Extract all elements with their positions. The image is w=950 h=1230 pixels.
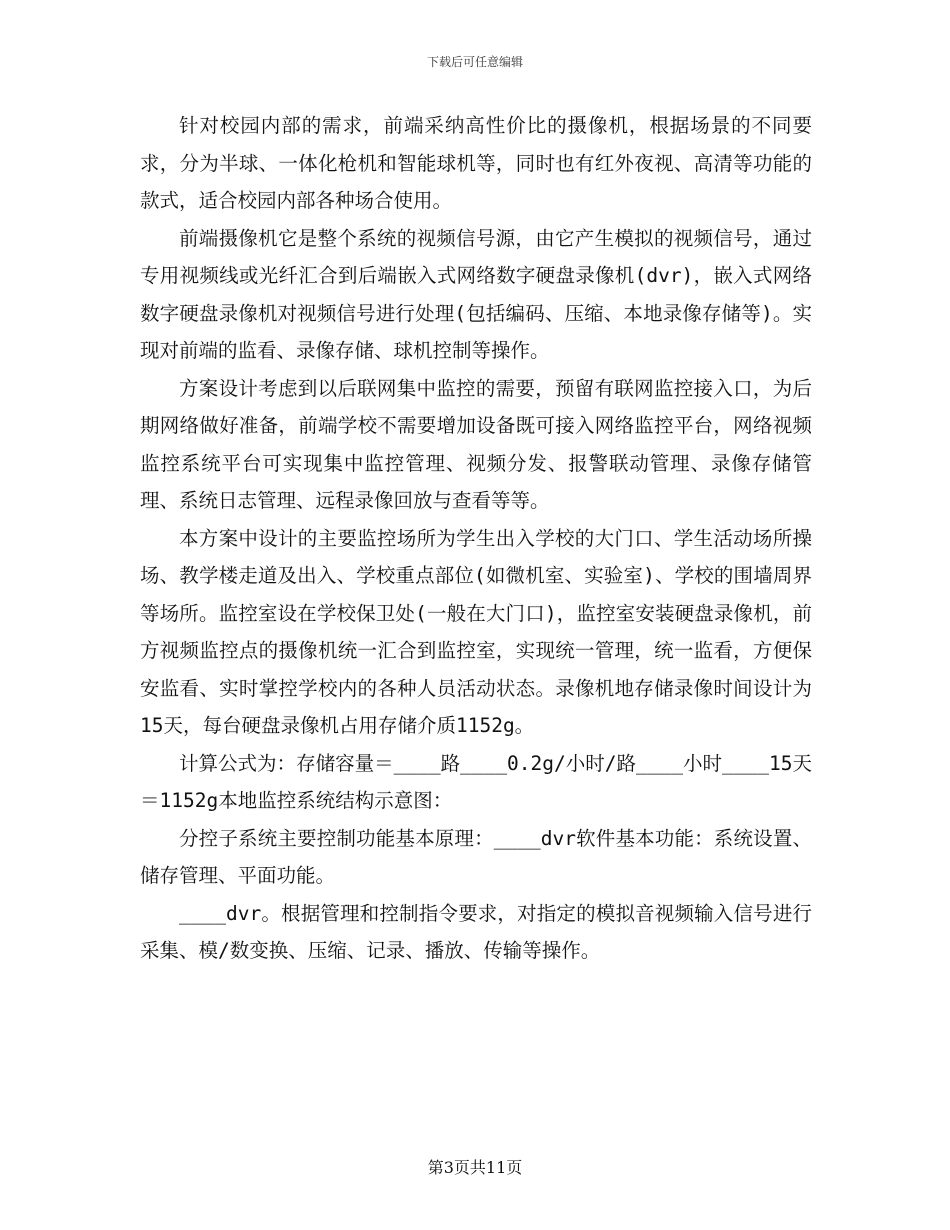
paragraph-dvr-operations: ____dvr。根据管理和控制指令要求，对指定的模拟音视频输入信号进行采集、模/数变换、压缩、记录、播放、传输等操作。 xyxy=(140,901,812,962)
paragraph-storage-formula: 计算公式为：存储容量＝____路____0.2g/小时/路____小时____15天＝1152g本地监控系统结构示意图： xyxy=(140,751,812,812)
document-body xyxy=(140,107,812,970)
paragraph-front-cameras: 针对校园内部的需求，前端采纳高性价比的摄像机，根据场景的不同要求，分为半球、一体化枪机和智能球机等，同时也有红外夜视、高清等功能的款式，适合校园内部各种场合使用。 xyxy=(140,114,812,212)
paragraph-monitoring-locations: 本方案中设计的主要监控场所为学生出入学校的大门口、学生活动场所操场、教学楼走道及出入、学校重点部位(如微机室、实验室)、学校的围墙周界等场所。监控室设在学校保卫处(一般在大门口)，监控室安装硬盘录像机，前方视频监控点的摄像机统一汇合到监控室，实现统一管理，统一监看，方便保安监看、实时掌控学校内的各种人员活动状态。录像机地存储录像时间设计为15天，每台硬盘录像机占用存储介质1152g。 xyxy=(140,526,812,737)
paragraph-network-design: 方案设计考虑到以后联网集中监控的需要，预留有联网监控接入口，为后期网络做好准备，前端学校不需要增加设备既可接入网络监控平台，网络视频监控系统平台可实现集中监控管理、视频分发、报警联动管理、录像存储管理、系统日志管理、远程录像回放与查看等等。 xyxy=(140,376,812,512)
paragraph-subcontrol-functions: 分控子系统主要控制功能基本原理：____dvr软件基本功能：系统设置、储存管理、平面功能。 xyxy=(140,826,812,887)
page-number: 第3页共11页 xyxy=(427,1158,523,1177)
paragraph-video-source: 前端摄像机它是整个系统的视频信号源，由它产生模拟的视频信号，通过专用视频线或光纤汇合到后端嵌入式网络数字硬盘录像机(dvr)，嵌入式网络数字硬盘录像机对视频信号进行处理(包括编码、压缩、本地录像存储等)。实现对前端的监看、录像存储、球机控制等操作。 xyxy=(140,226,812,362)
page-header: 下载后可任意编辑 xyxy=(426,55,523,69)
